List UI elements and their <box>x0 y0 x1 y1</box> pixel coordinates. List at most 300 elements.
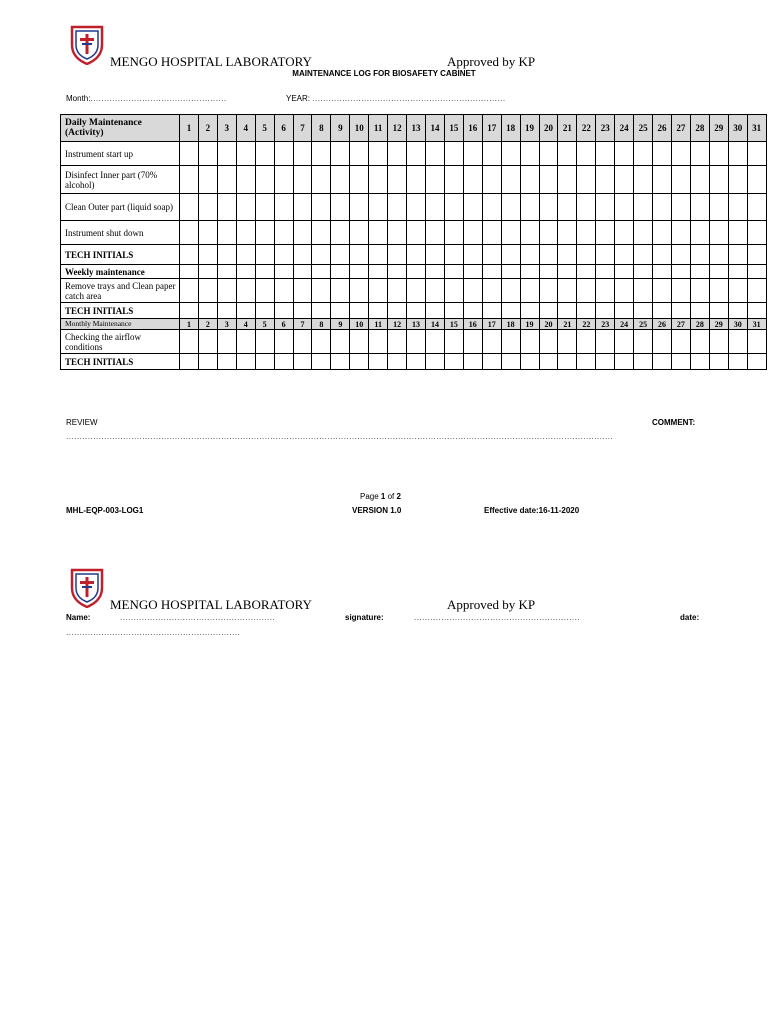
log-entry-cell[interactable] <box>407 166 426 194</box>
log-entry-cell[interactable] <box>217 279 236 303</box>
log-entry-cell[interactable] <box>444 245 463 265</box>
log-entry-cell[interactable] <box>671 142 690 166</box>
log-entry-cell[interactable] <box>293 166 312 194</box>
log-entry-cell[interactable] <box>198 194 217 221</box>
log-entry-cell[interactable] <box>198 166 217 194</box>
log-entry-cell[interactable] <box>369 330 388 354</box>
log-entry-cell[interactable] <box>596 245 615 265</box>
log-entry-cell[interactable] <box>198 354 217 370</box>
log-entry-cell[interactable] <box>709 245 728 265</box>
log-entry-cell[interactable] <box>255 279 274 303</box>
log-entry-cell[interactable] <box>539 265 558 279</box>
log-entry-cell[interactable] <box>274 194 293 221</box>
log-entry-cell[interactable] <box>180 330 199 354</box>
log-entry-cell[interactable] <box>501 245 520 265</box>
log-entry-cell[interactable] <box>312 142 331 166</box>
log-entry-cell[interactable] <box>520 330 539 354</box>
log-entry-cell[interactable] <box>728 330 747 354</box>
log-entry-cell[interactable] <box>236 142 255 166</box>
log-entry-cell[interactable] <box>331 221 350 245</box>
log-entry-cell[interactable] <box>255 221 274 245</box>
log-entry-cell[interactable] <box>634 166 653 194</box>
log-entry-cell[interactable] <box>690 221 709 245</box>
log-entry-cell[interactable] <box>577 279 596 303</box>
log-entry-cell[interactable] <box>217 194 236 221</box>
log-entry-cell[interactable] <box>217 221 236 245</box>
log-entry-cell[interactable] <box>236 245 255 265</box>
log-entry-cell[interactable] <box>728 245 747 265</box>
log-entry-cell[interactable] <box>634 194 653 221</box>
log-entry-cell[interactable] <box>350 303 369 319</box>
log-entry-cell[interactable] <box>463 221 482 245</box>
log-entry-cell[interactable] <box>350 330 369 354</box>
log-entry-cell[interactable] <box>369 354 388 370</box>
log-entry-cell[interactable] <box>577 265 596 279</box>
log-entry-cell[interactable] <box>180 194 199 221</box>
log-entry-cell[interactable] <box>293 194 312 221</box>
log-entry-cell[interactable] <box>463 142 482 166</box>
log-entry-cell[interactable] <box>615 194 634 221</box>
log-entry-cell[interactable] <box>596 265 615 279</box>
log-entry-cell[interactable] <box>388 142 407 166</box>
log-entry-cell[interactable] <box>634 245 653 265</box>
log-entry-cell[interactable] <box>634 330 653 354</box>
log-entry-cell[interactable] <box>596 303 615 319</box>
log-entry-cell[interactable] <box>255 303 274 319</box>
log-entry-cell[interactable] <box>671 221 690 245</box>
log-entry-cell[interactable] <box>180 303 199 319</box>
log-entry-cell[interactable] <box>180 265 199 279</box>
log-entry-cell[interactable] <box>501 279 520 303</box>
log-entry-cell[interactable] <box>539 166 558 194</box>
log-entry-cell[interactable] <box>482 354 501 370</box>
log-entry-cell[interactable] <box>293 330 312 354</box>
log-entry-cell[interactable] <box>198 279 217 303</box>
log-entry-cell[interactable] <box>236 303 255 319</box>
log-entry-cell[interactable] <box>615 330 634 354</box>
log-entry-cell[interactable] <box>615 245 634 265</box>
log-entry-cell[interactable] <box>463 166 482 194</box>
log-entry-cell[interactable] <box>198 245 217 265</box>
log-entry-cell[interactable] <box>255 142 274 166</box>
log-entry-cell[interactable] <box>558 142 577 166</box>
log-entry-cell[interactable] <box>331 303 350 319</box>
log-entry-cell[interactable] <box>369 265 388 279</box>
log-entry-cell[interactable] <box>312 279 331 303</box>
log-entry-cell[interactable] <box>728 265 747 279</box>
log-entry-cell[interactable] <box>180 166 199 194</box>
log-entry-cell[interactable] <box>180 142 199 166</box>
log-entry-cell[interactable] <box>482 245 501 265</box>
log-entry-cell[interactable] <box>690 303 709 319</box>
log-entry-cell[interactable] <box>388 303 407 319</box>
log-entry-cell[interactable] <box>728 142 747 166</box>
log-entry-cell[interactable] <box>274 142 293 166</box>
log-entry-cell[interactable] <box>577 354 596 370</box>
log-entry-cell[interactable] <box>728 303 747 319</box>
log-entry-cell[interactable] <box>671 166 690 194</box>
log-entry-cell[interactable] <box>198 265 217 279</box>
log-entry-cell[interactable] <box>407 142 426 166</box>
log-entry-cell[interactable] <box>747 279 766 303</box>
log-entry-cell[interactable] <box>671 194 690 221</box>
log-entry-cell[interactable] <box>407 354 426 370</box>
log-entry-cell[interactable] <box>350 194 369 221</box>
log-entry-cell[interactable] <box>671 279 690 303</box>
log-entry-cell[interactable] <box>577 221 596 245</box>
log-entry-cell[interactable] <box>653 221 672 245</box>
log-entry-cell[interactable] <box>444 330 463 354</box>
log-entry-cell[interactable] <box>634 142 653 166</box>
log-entry-cell[interactable] <box>615 221 634 245</box>
log-entry-cell[interactable] <box>274 279 293 303</box>
log-entry-cell[interactable] <box>690 354 709 370</box>
log-entry-cell[interactable] <box>369 142 388 166</box>
log-entry-cell[interactable] <box>444 142 463 166</box>
log-entry-cell[interactable] <box>520 279 539 303</box>
log-entry-cell[interactable] <box>236 279 255 303</box>
log-entry-cell[interactable] <box>255 166 274 194</box>
log-entry-cell[interactable] <box>596 194 615 221</box>
log-entry-cell[interactable] <box>558 245 577 265</box>
log-entry-cell[interactable] <box>407 330 426 354</box>
log-entry-cell[interactable] <box>274 265 293 279</box>
log-entry-cell[interactable] <box>274 221 293 245</box>
log-entry-cell[interactable] <box>634 279 653 303</box>
log-entry-cell[interactable] <box>671 354 690 370</box>
log-entry-cell[interactable] <box>407 279 426 303</box>
log-entry-cell[interactable] <box>425 245 444 265</box>
log-entry-cell[interactable] <box>690 245 709 265</box>
log-entry-cell[interactable] <box>671 303 690 319</box>
log-entry-cell[interactable] <box>558 265 577 279</box>
log-entry-cell[interactable] <box>407 194 426 221</box>
log-entry-cell[interactable] <box>369 166 388 194</box>
log-entry-cell[interactable] <box>615 279 634 303</box>
log-entry-cell[interactable] <box>293 303 312 319</box>
log-entry-cell[interactable] <box>520 303 539 319</box>
log-entry-cell[interactable] <box>198 142 217 166</box>
log-entry-cell[interactable] <box>690 330 709 354</box>
log-entry-cell[interactable] <box>255 265 274 279</box>
log-entry-cell[interactable] <box>709 279 728 303</box>
log-entry-cell[interactable] <box>558 303 577 319</box>
log-entry-cell[interactable] <box>217 166 236 194</box>
log-entry-cell[interactable] <box>312 265 331 279</box>
log-entry-cell[interactable] <box>293 245 312 265</box>
log-entry-cell[interactable] <box>180 279 199 303</box>
log-entry-cell[interactable] <box>463 194 482 221</box>
log-entry-cell[interactable] <box>501 354 520 370</box>
log-entry-cell[interactable] <box>690 194 709 221</box>
log-entry-cell[interactable] <box>255 245 274 265</box>
log-entry-cell[interactable] <box>180 354 199 370</box>
log-entry-cell[interactable] <box>520 245 539 265</box>
log-entry-cell[interactable] <box>312 303 331 319</box>
log-entry-cell[interactable] <box>634 354 653 370</box>
log-entry-cell[interactable] <box>425 265 444 279</box>
log-entry-cell[interactable] <box>634 303 653 319</box>
log-entry-cell[interactable] <box>444 354 463 370</box>
log-entry-cell[interactable] <box>728 354 747 370</box>
log-entry-cell[interactable] <box>444 303 463 319</box>
log-entry-cell[interactable] <box>463 245 482 265</box>
log-entry-cell[interactable] <box>463 330 482 354</box>
log-entry-cell[interactable] <box>482 279 501 303</box>
log-entry-cell[interactable] <box>596 142 615 166</box>
log-entry-cell[interactable] <box>425 221 444 245</box>
log-entry-cell[interactable] <box>350 221 369 245</box>
log-entry-cell[interactable] <box>596 354 615 370</box>
log-entry-cell[interactable] <box>558 166 577 194</box>
log-entry-cell[interactable] <box>501 194 520 221</box>
log-entry-cell[interactable] <box>425 354 444 370</box>
log-entry-cell[interactable] <box>331 194 350 221</box>
log-entry-cell[interactable] <box>634 221 653 245</box>
log-entry-cell[interactable] <box>255 330 274 354</box>
log-entry-cell[interactable] <box>425 303 444 319</box>
log-entry-cell[interactable] <box>350 142 369 166</box>
log-entry-cell[interactable] <box>312 194 331 221</box>
log-entry-cell[interactable] <box>577 303 596 319</box>
log-entry-cell[interactable] <box>444 265 463 279</box>
log-entry-cell[interactable] <box>558 221 577 245</box>
log-entry-cell[interactable] <box>539 354 558 370</box>
log-entry-cell[interactable] <box>671 265 690 279</box>
log-entry-cell[interactable] <box>690 142 709 166</box>
log-entry-cell[interactable] <box>577 194 596 221</box>
log-entry-cell[interactable] <box>388 245 407 265</box>
log-entry-cell[interactable] <box>350 245 369 265</box>
log-entry-cell[interactable] <box>369 303 388 319</box>
log-entry-cell[interactable] <box>653 142 672 166</box>
log-entry-cell[interactable] <box>709 265 728 279</box>
log-entry-cell[interactable] <box>312 354 331 370</box>
log-entry-cell[interactable] <box>501 142 520 166</box>
log-entry-cell[interactable] <box>293 221 312 245</box>
log-entry-cell[interactable] <box>425 279 444 303</box>
log-entry-cell[interactable] <box>558 194 577 221</box>
log-entry-cell[interactable] <box>331 166 350 194</box>
log-entry-cell[interactable] <box>653 265 672 279</box>
log-entry-cell[interactable] <box>709 221 728 245</box>
log-entry-cell[interactable] <box>350 166 369 194</box>
log-entry-cell[interactable] <box>520 265 539 279</box>
log-entry-cell[interactable] <box>482 303 501 319</box>
log-entry-cell[interactable] <box>331 265 350 279</box>
log-entry-cell[interactable] <box>180 221 199 245</box>
log-entry-cell[interactable] <box>728 166 747 194</box>
log-entry-cell[interactable] <box>331 245 350 265</box>
log-entry-cell[interactable] <box>198 330 217 354</box>
log-entry-cell[interactable] <box>709 354 728 370</box>
log-entry-cell[interactable] <box>577 166 596 194</box>
log-entry-cell[interactable] <box>388 166 407 194</box>
log-entry-cell[interactable] <box>274 166 293 194</box>
log-entry-cell[interactable] <box>615 303 634 319</box>
log-entry-cell[interactable] <box>539 194 558 221</box>
log-entry-cell[interactable] <box>520 166 539 194</box>
log-entry-cell[interactable] <box>425 194 444 221</box>
log-entry-cell[interactable] <box>615 142 634 166</box>
log-entry-cell[interactable] <box>274 354 293 370</box>
log-entry-cell[interactable] <box>577 142 596 166</box>
log-entry-cell[interactable] <box>425 330 444 354</box>
log-entry-cell[interactable] <box>728 221 747 245</box>
log-entry-cell[interactable] <box>407 265 426 279</box>
log-entry-cell[interactable] <box>217 142 236 166</box>
log-entry-cell[interactable] <box>255 194 274 221</box>
log-entry-cell[interactable] <box>198 303 217 319</box>
log-entry-cell[interactable] <box>236 221 255 245</box>
log-entry-cell[interactable] <box>236 166 255 194</box>
log-entry-cell[interactable] <box>539 279 558 303</box>
log-entry-cell[interactable] <box>482 221 501 245</box>
log-entry-cell[interactable] <box>671 330 690 354</box>
log-entry-cell[interactable] <box>350 354 369 370</box>
log-entry-cell[interactable] <box>463 279 482 303</box>
log-entry-cell[interactable] <box>577 245 596 265</box>
log-entry-cell[interactable] <box>407 303 426 319</box>
log-entry-cell[interactable] <box>747 354 766 370</box>
log-entry-cell[interactable] <box>709 303 728 319</box>
log-entry-cell[interactable] <box>653 354 672 370</box>
log-entry-cell[interactable] <box>331 354 350 370</box>
log-entry-cell[interactable] <box>444 166 463 194</box>
log-entry-cell[interactable] <box>217 245 236 265</box>
log-entry-cell[interactable] <box>331 279 350 303</box>
log-entry-cell[interactable] <box>615 354 634 370</box>
log-entry-cell[interactable] <box>653 330 672 354</box>
log-entry-cell[interactable] <box>388 330 407 354</box>
log-entry-cell[interactable] <box>293 354 312 370</box>
log-entry-cell[interactable] <box>274 303 293 319</box>
log-entry-cell[interactable] <box>369 221 388 245</box>
log-entry-cell[interactable] <box>539 245 558 265</box>
log-entry-cell[interactable] <box>388 221 407 245</box>
log-entry-cell[interactable] <box>217 303 236 319</box>
log-entry-cell[interactable] <box>653 245 672 265</box>
log-entry-cell[interactable] <box>425 166 444 194</box>
log-entry-cell[interactable] <box>331 142 350 166</box>
log-entry-cell[interactable] <box>482 265 501 279</box>
log-entry-cell[interactable] <box>690 166 709 194</box>
log-entry-cell[interactable] <box>444 221 463 245</box>
log-entry-cell[interactable] <box>577 330 596 354</box>
log-entry-cell[interactable] <box>520 354 539 370</box>
log-entry-cell[interactable] <box>482 142 501 166</box>
log-entry-cell[interactable] <box>558 279 577 303</box>
log-entry-cell[interactable] <box>520 142 539 166</box>
log-entry-cell[interactable] <box>558 354 577 370</box>
log-entry-cell[interactable] <box>369 194 388 221</box>
log-entry-cell[interactable] <box>615 265 634 279</box>
log-entry-cell[interactable] <box>501 166 520 194</box>
log-entry-cell[interactable] <box>293 265 312 279</box>
log-entry-cell[interactable] <box>747 166 766 194</box>
log-entry-cell[interactable] <box>690 279 709 303</box>
log-entry-cell[interactable] <box>690 265 709 279</box>
log-entry-cell[interactable] <box>312 245 331 265</box>
log-entry-cell[interactable] <box>501 221 520 245</box>
log-entry-cell[interactable] <box>653 279 672 303</box>
log-entry-cell[interactable] <box>217 265 236 279</box>
log-entry-cell[interactable] <box>539 303 558 319</box>
log-entry-cell[interactable] <box>709 330 728 354</box>
log-entry-cell[interactable] <box>596 221 615 245</box>
log-entry-cell[interactable] <box>236 354 255 370</box>
log-entry-cell[interactable] <box>728 194 747 221</box>
log-entry-cell[interactable] <box>312 330 331 354</box>
log-entry-cell[interactable] <box>198 221 217 245</box>
log-entry-cell[interactable] <box>331 330 350 354</box>
log-entry-cell[interactable] <box>236 194 255 221</box>
log-entry-cell[interactable] <box>709 142 728 166</box>
log-entry-cell[interactable] <box>407 221 426 245</box>
log-entry-cell[interactable] <box>255 354 274 370</box>
log-entry-cell[interactable] <box>747 194 766 221</box>
log-entry-cell[interactable] <box>388 194 407 221</box>
log-entry-cell[interactable] <box>463 265 482 279</box>
log-entry-cell[interactable] <box>425 142 444 166</box>
log-entry-cell[interactable] <box>369 279 388 303</box>
log-entry-cell[interactable] <box>350 265 369 279</box>
log-entry-cell[interactable] <box>217 354 236 370</box>
log-entry-cell[interactable] <box>709 166 728 194</box>
log-entry-cell[interactable] <box>274 330 293 354</box>
log-entry-cell[interactable] <box>312 221 331 245</box>
log-entry-cell[interactable] <box>634 265 653 279</box>
log-entry-cell[interactable] <box>596 279 615 303</box>
log-entry-cell[interactable] <box>293 142 312 166</box>
log-entry-cell[interactable] <box>671 245 690 265</box>
log-entry-cell[interactable] <box>520 221 539 245</box>
log-entry-cell[interactable] <box>444 279 463 303</box>
log-entry-cell[interactable] <box>501 330 520 354</box>
log-entry-cell[interactable] <box>653 194 672 221</box>
log-entry-cell[interactable] <box>653 166 672 194</box>
log-entry-cell[interactable] <box>747 265 766 279</box>
log-entry-cell[interactable] <box>747 221 766 245</box>
log-entry-cell[interactable] <box>274 245 293 265</box>
log-entry-cell[interactable] <box>482 194 501 221</box>
log-entry-cell[interactable] <box>501 265 520 279</box>
log-entry-cell[interactable] <box>501 303 520 319</box>
log-entry-cell[interactable] <box>539 221 558 245</box>
log-entry-cell[interactable] <box>369 245 388 265</box>
log-entry-cell[interactable] <box>180 245 199 265</box>
log-entry-cell[interactable] <box>596 166 615 194</box>
log-entry-cell[interactable] <box>293 279 312 303</box>
log-entry-cell[interactable] <box>747 245 766 265</box>
log-entry-cell[interactable] <box>596 330 615 354</box>
log-entry-cell[interactable] <box>709 194 728 221</box>
log-entry-cell[interactable] <box>747 303 766 319</box>
log-entry-cell[interactable] <box>482 330 501 354</box>
log-entry-cell[interactable] <box>482 166 501 194</box>
log-entry-cell[interactable] <box>236 330 255 354</box>
log-entry-cell[interactable] <box>520 194 539 221</box>
log-entry-cell[interactable] <box>539 330 558 354</box>
log-entry-cell[interactable] <box>217 330 236 354</box>
log-entry-cell[interactable] <box>615 166 634 194</box>
log-entry-cell[interactable] <box>444 194 463 221</box>
log-entry-cell[interactable] <box>653 303 672 319</box>
log-entry-cell[interactable] <box>463 354 482 370</box>
log-entry-cell[interactable] <box>747 330 766 354</box>
log-entry-cell[interactable] <box>236 265 255 279</box>
log-entry-cell[interactable] <box>312 166 331 194</box>
